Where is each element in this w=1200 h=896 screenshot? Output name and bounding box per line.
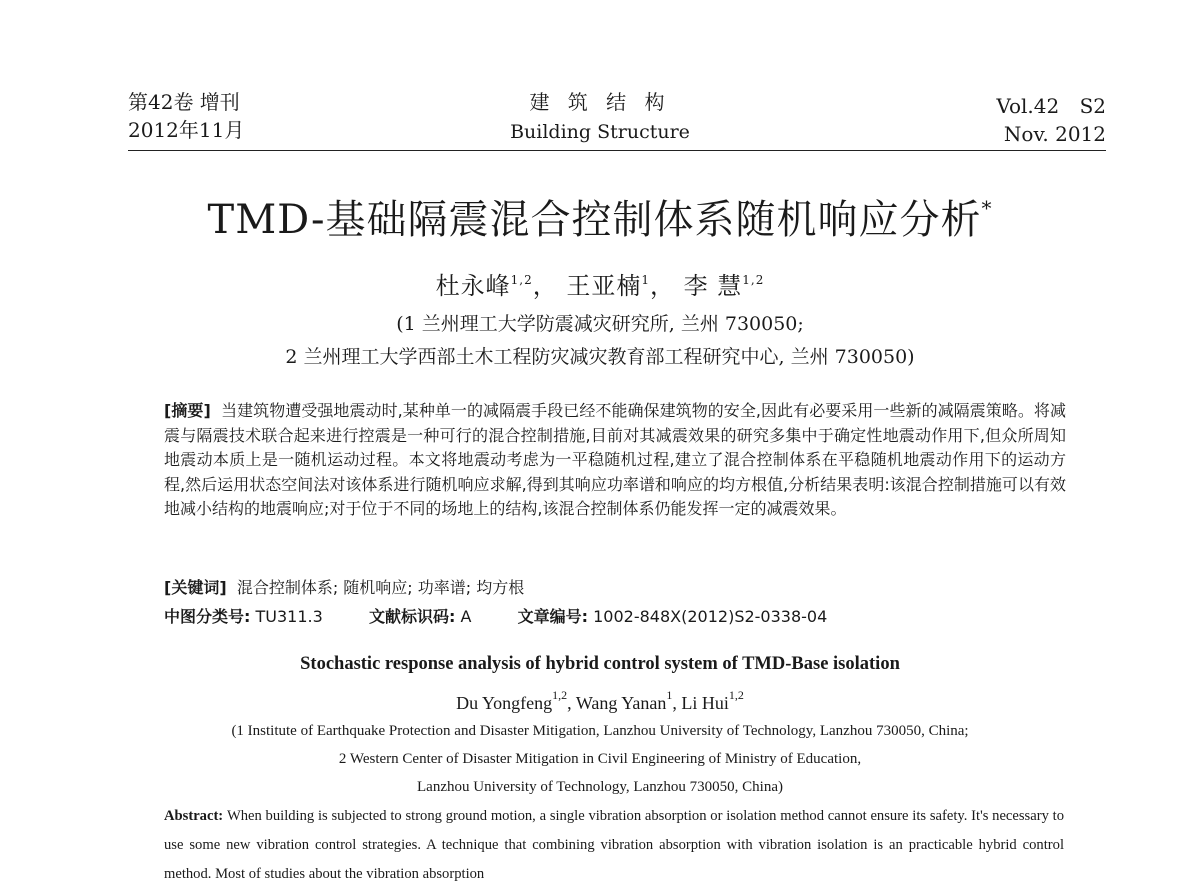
title-footnote-mark: * xyxy=(981,196,993,220)
classification-line xyxy=(164,604,827,627)
author-en-1: Du Yongfeng$^{1,2}$, xyxy=(456,688,576,713)
keywords-cn xyxy=(164,575,524,598)
header-rule xyxy=(128,150,1106,151)
authors-en xyxy=(0,688,1200,714)
author-cn-1: 杜永峰$^{1,2}$， xyxy=(435,272,558,300)
doc-code-label: 文献标识码: xyxy=(368,607,456,626)
author-cn-3: 李 慧$^{1,2}$ xyxy=(683,272,765,300)
article-no-label: 文章编号: xyxy=(517,607,589,626)
journal-name-en: Building Structure xyxy=(510,121,690,143)
keywords-label: [关键词] xyxy=(164,578,227,597)
abstract-cn-text: 当建筑物遭受强地震动时,某种单一的减隔震手段已经不能确保建筑物的安全,因此有必要采用一些新的减隔震策略。将减震与隔震技术联合起来进行控震是一种可行的混合控制措施,目前对其减震效果的研究多集中于确定性地震动作用下,但众所周知地震动本质上是一随机运动过程。本文将地震动考虑为一平稳随机过程,建立了混合控制体系在平稳随机地震动作用下的运动方程,然后运用状态空间法对该体系进行随机响应求解,得到其响应功率谱和响应的均方根值,分析结果表明:该混合控制措施可以有效地减小结构的地震响应;对于位于不同的场地上的结构,该混合控制体系仍能发挥一定的减震效果。 xyxy=(164,401,1066,518)
journal-name-cn: 建 筑 结 构 xyxy=(529,90,671,114)
abstract-en xyxy=(164,802,1064,889)
affiliation-en-2: 2 Western Center of Disaster Mitigation in Civil Engineering of Ministry of Education, xyxy=(338,751,862,767)
doc-code-value: A xyxy=(460,607,472,626)
author-en-2: Wang Yanan$^1$, xyxy=(575,688,682,713)
paper-title-cn xyxy=(0,188,1200,245)
article-no-value: 1002-848X(2012)S2-0338-04 xyxy=(593,607,828,626)
authors-cn xyxy=(0,266,1200,301)
publication-date: 2012年11月 xyxy=(128,118,245,142)
abstract-en-text: When building is subjected to strong ground motion, a single vibration absorption or isolation method cannot ensure its safety. It's necessary to use some new vibration control strategies. A technique that combining vibration absorption with vibration isolation is an practicable hybrid control method. Most of studies about the vibration absorption xyxy=(164,808,1064,882)
affiliation-cn-1: (1 兰州理工大学防震减灾研究所, 兰州 730050; xyxy=(396,313,804,335)
keywords-text: 混合控制体系; 随机响应; 功率谱; 均方根 xyxy=(236,578,525,597)
clc-value: TU311.3 xyxy=(255,607,323,626)
volume-issue: 第42卷 增刊 xyxy=(128,90,240,114)
abstract-cn-label: [摘要] xyxy=(164,401,211,420)
affiliation-en-1: (1 Institute of Earthquake Protection and Disaster Mitigation, Lanzhou University of Technology, Lanzhou 730050, China; xyxy=(231,723,969,739)
affiliation-en-3: Lanzhou University of Technology, Lanzhou 730050, China) xyxy=(417,779,783,795)
abstract-cn xyxy=(164,399,1066,522)
paper-title-en: Stochastic response analysis of hybrid control system of TMD-Base isolation xyxy=(300,654,900,674)
affiliation-cn-2: 2 兰州理工大学西部土木工程防灾减灾教育部工程研究中心, 兰州 730050) xyxy=(285,346,915,368)
volume-en: Vol.42 S2 xyxy=(996,94,1106,118)
title-cn-text: TMD-基础隔震混合控制体系随机响应分析 xyxy=(207,197,982,243)
author-en-3: Li Hui$^{1,2}$ xyxy=(681,688,744,713)
clc-label: 中图分类号: xyxy=(164,607,251,626)
author-cn-2: 王亚楠$^1$， xyxy=(566,272,675,300)
date-en: Nov. 2012 xyxy=(1003,122,1106,146)
abstract-en-label: Abstract: xyxy=(164,808,224,824)
